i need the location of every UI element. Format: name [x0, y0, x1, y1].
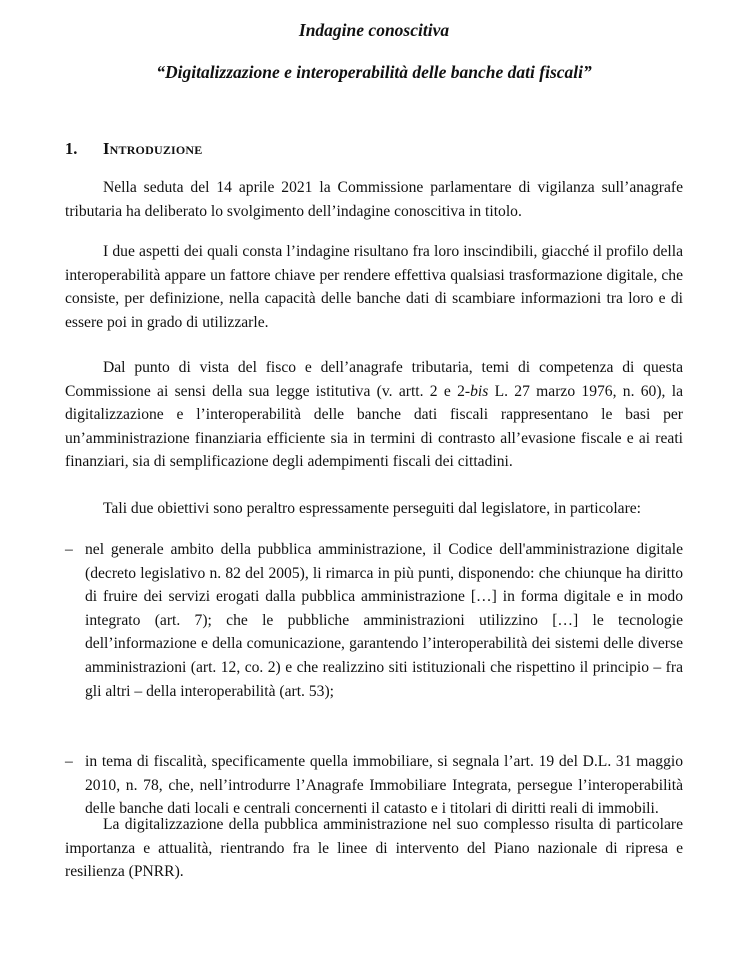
- dash-bullet: –: [65, 541, 73, 558]
- paragraph: Nella seduta del 14 aprile 2021 la Commissione parlamentare di vigilanza sull’anagrafe tributaria ha deliberato lo svolgimento dell’indagine conoscitiva in titolo.: [65, 179, 683, 220]
- paragraph-italic-text: bis: [470, 382, 489, 400]
- list-item: [65, 538, 683, 750]
- paragraph: [65, 356, 683, 474]
- list-item-text: nel generale ambito della pubblica amministrazione, il Codice dell'amministrazione digitale (decreto legislativo n. 82 del 2005), li rimarca in più punti, disponendo: che chiunque ha diritto di fruire dei servizi erogati dalla pubblica amministrazione […] in forma digitale e in modo integrato (art. 7); che le pubbliche amministrazioni utilizzino […] le tecnologie dell’informazione e della comunicazione, garantendo l’interoperabilità dei sistemi delle diverse amministrazioni (art. 12, co. 2) e che realizzino siti istituzionali che rispettino il principio – fra gli altri – della interoperabilità (art. 53);: [85, 541, 683, 700]
- paragraph: Tali due obiettivi sono peraltro espressamente perseguiti dal legislatore, in particolare:: [103, 500, 642, 517]
- section-number: 1.: [65, 139, 78, 158]
- section-title: Introduzione: [103, 139, 203, 158]
- section-heading: [65, 139, 203, 159]
- paragraph: La digitalizzazione della pubblica amministrazione nel suo complesso risulta di particolare importanza e attualità, rientrando fra le linee di intervento del Piano nazionale di ripresa e resilienza (PNRR).: [65, 816, 683, 881]
- list-item: [65, 750, 683, 821]
- document-title: Indagine conoscitiva: [298, 20, 450, 40]
- list-item-text: in tema di fiscalità, specificamente quella immobiliare, si segnala l’art. 19 del D.L. 31 maggio 2010, n. 78, che, nell’introdurre l’Anagrafe Immobiliare Integrata, persegue l’interoperabilità delle banche dati locali e centrali concernenti il catasto e i titolari di diritti reali di immobili.: [85, 753, 683, 818]
- dash-bullet: –: [65, 753, 73, 770]
- paragraph: I due aspetti dei quali consta l’indagine risultano fra loro inscindibili, giacché il profilo della interoperabilità appare un fattore chiave per rendere effettiva qualsiasi trasformazione digitale, che consiste, per definizione, nella capacità delle banche dati di scambiare informazioni tra loro e di essere poi in grado di utilizzarle.: [65, 243, 683, 331]
- paragraph-text: Dal punto di vista del fisco e dell’anagrafe tributaria, temi di competenza di questa Commissione ai sensi della sua legge istitutiva (v. artt. 2 e 2-: [65, 359, 683, 400]
- bullet-list: [65, 538, 683, 821]
- paragraph-text: L. 27 marzo 1976, n. 60), la digitalizzazione e l’interoperabilità delle banche dati fiscali rappresentano le basi per un’amministrazione finanziaria efficiente sia in termini di contrasto all’evasione fiscale e ai reati finanziari, sia di semplificazione degli adempimenti fiscali dei cittadini.: [65, 382, 683, 471]
- document-subtitle: “Digitalizzazione e interoperabilità delle banche dati fiscali”: [156, 62, 592, 82]
